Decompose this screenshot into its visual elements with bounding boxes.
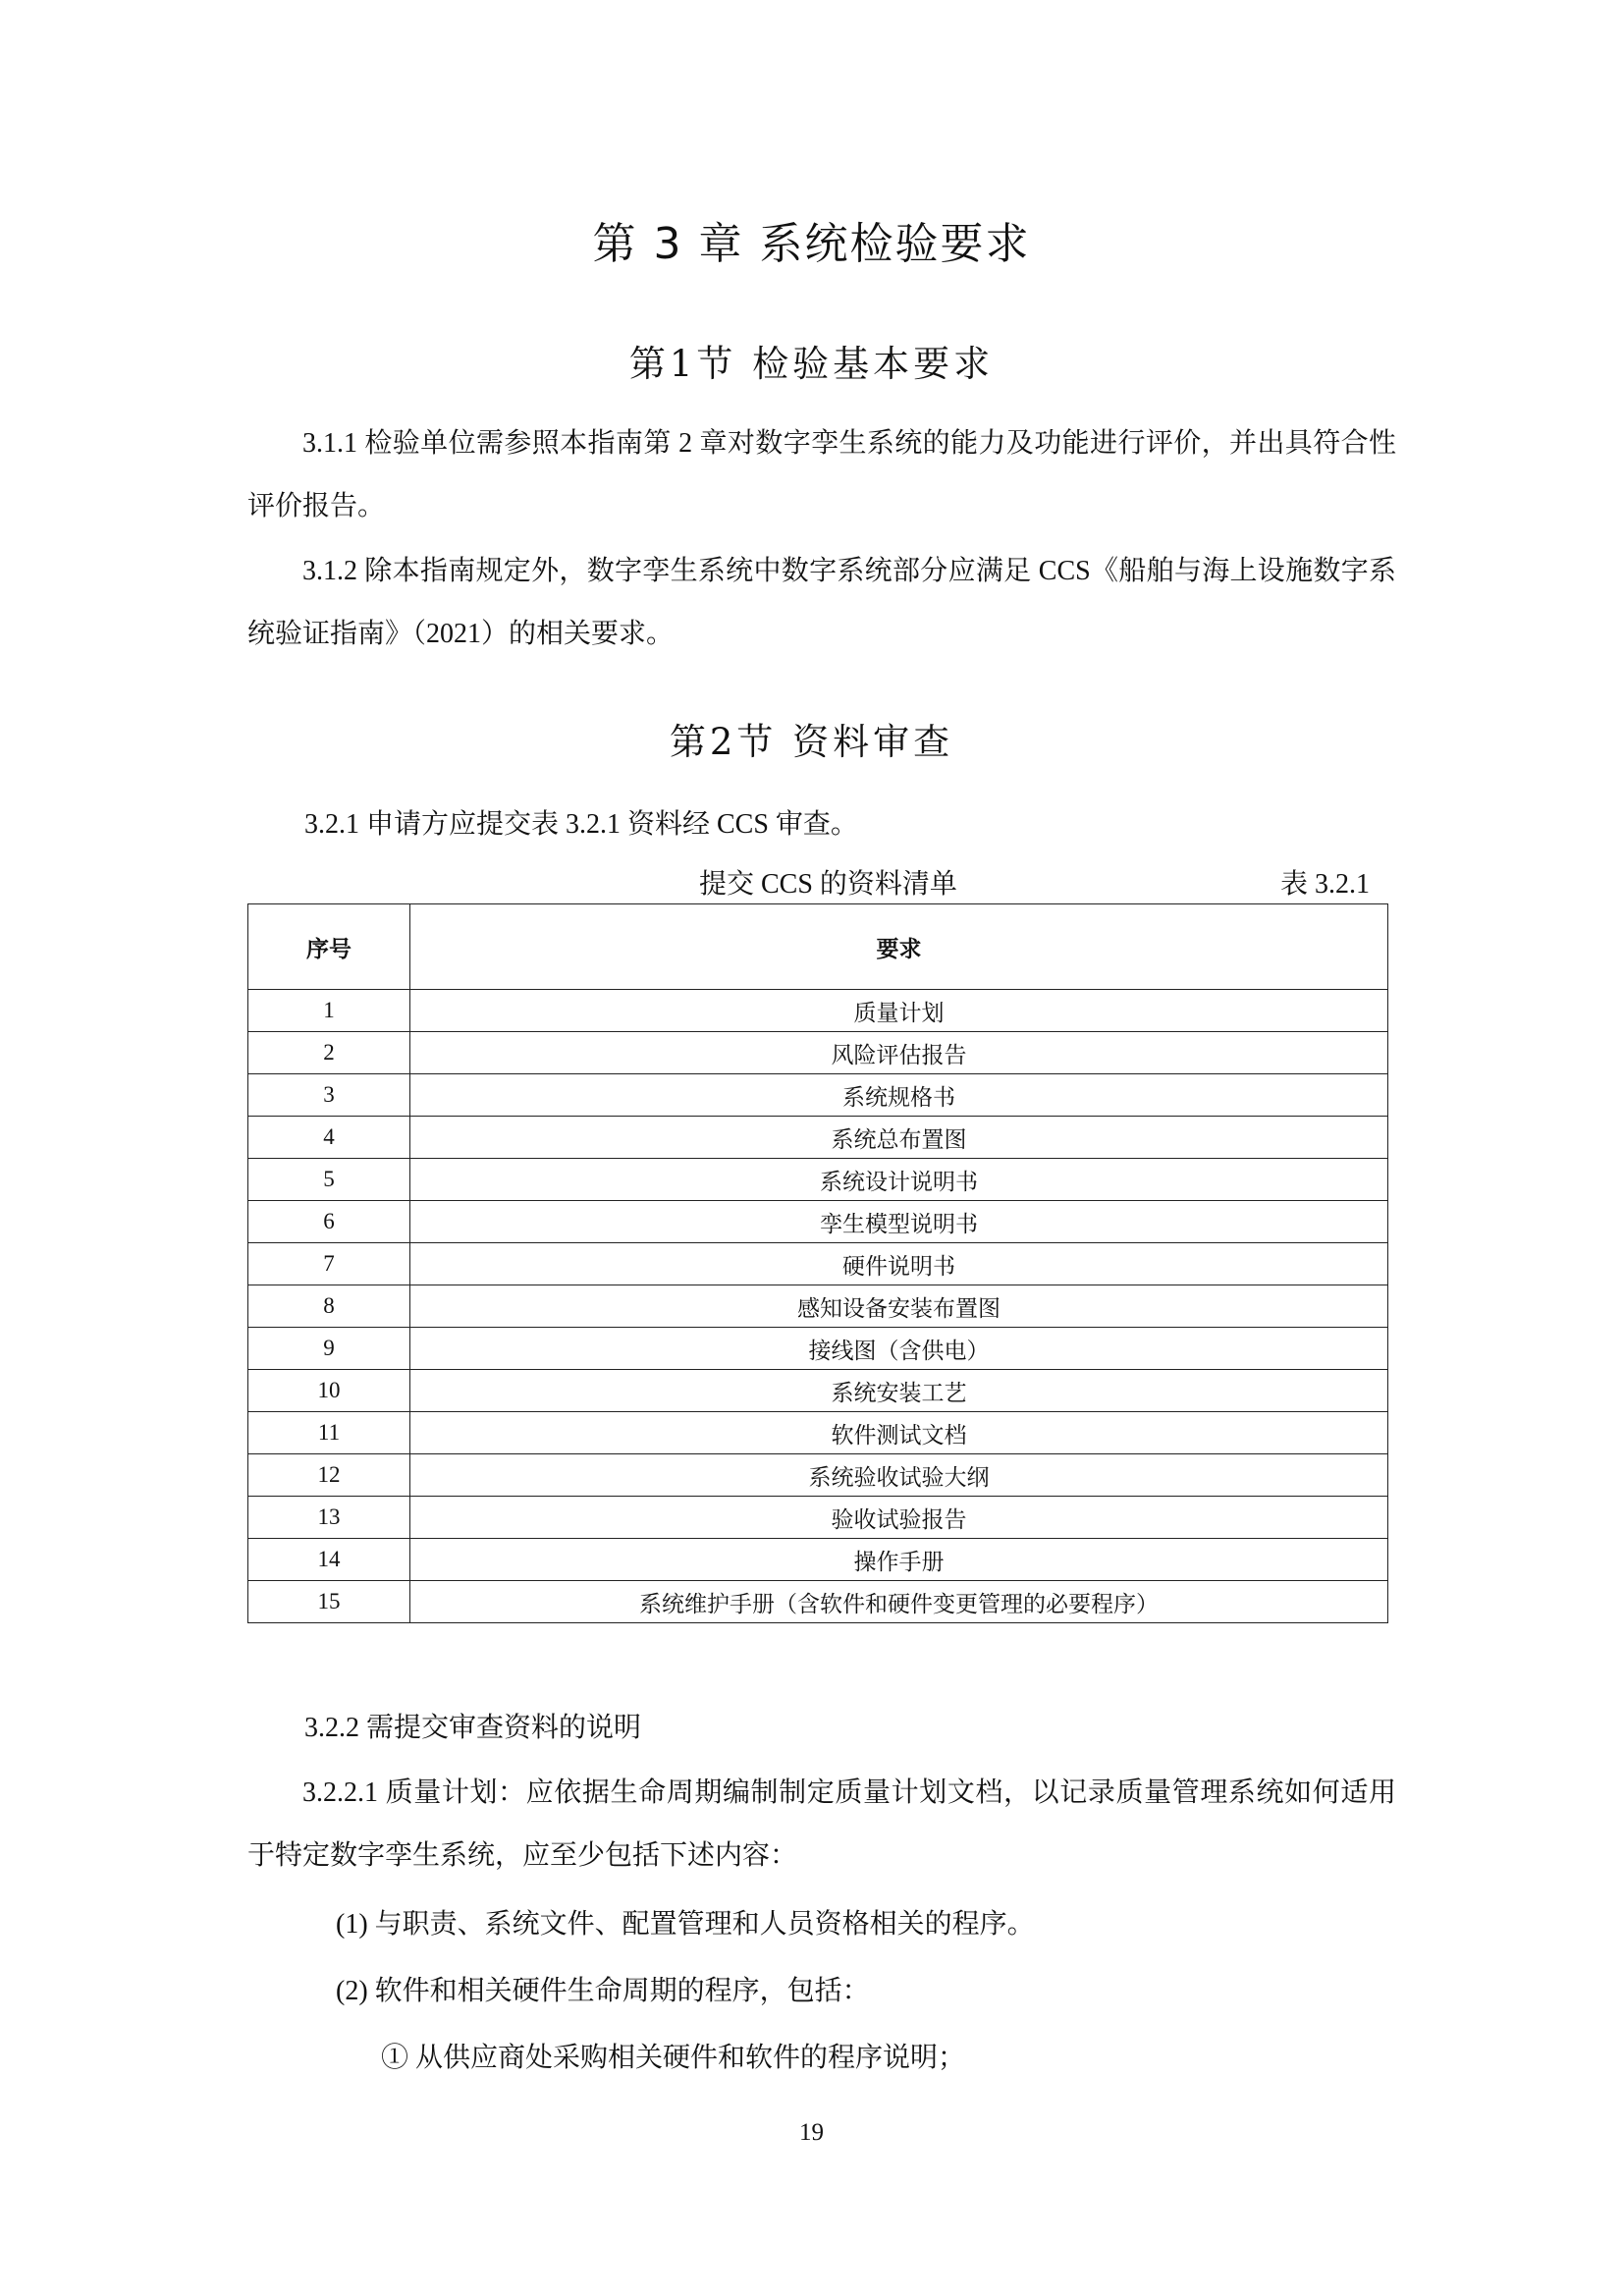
row-requirement: 验收试验报告	[410, 1497, 1388, 1539]
table-caption: 提交 CCS 的资料清单	[699, 869, 957, 900]
row-requirement: 软件测试文档	[410, 1412, 1388, 1454]
row-number: 15	[248, 1581, 410, 1623]
row-number: 12	[248, 1454, 410, 1497]
sub-list-item-1: ① 从供应商处采购相关硬件和软件的程序说明；	[381, 2043, 966, 2073]
row-requirement: 系统设计说明书	[410, 1159, 1388, 1201]
paragraph-3-2-2: 3.2.2 需提交审查资料的说明	[304, 1713, 642, 1743]
row-number: 7	[248, 1243, 410, 1285]
table-row	[248, 990, 1388, 1032]
table-row	[248, 1201, 1388, 1243]
table-row	[248, 1412, 1388, 1454]
paragraph-3-2-2-1: 3.2.2.1 质量计划：应依据生命周期编制制定质量计划文档，以记录质量管理系统如何适用于特定数字孪生系统，应至少包括下述内容：	[247, 1777, 1396, 1871]
table-row	[248, 1328, 1388, 1370]
row-requirement: 孪生模型说明书	[410, 1201, 1388, 1243]
row-number: 3	[248, 1074, 410, 1117]
row-number: 11	[248, 1412, 410, 1454]
row-requirement: 系统规格书	[410, 1074, 1388, 1117]
section-2-title: 第2节 资料审查	[669, 721, 954, 763]
table-row	[248, 1243, 1388, 1285]
chapter-title: 第 3 章 系统检验要求	[592, 219, 1031, 269]
list-item-2: (2) 软件和相关硬件生命周期的程序，包括：	[336, 1976, 870, 2006]
header-requirement: 要求	[410, 904, 1388, 990]
row-number: 6	[248, 1201, 410, 1243]
row-number: 8	[248, 1285, 410, 1328]
table-row	[248, 1497, 1388, 1539]
row-requirement: 操作手册	[410, 1539, 1388, 1581]
paragraph-3-1-2: 3.1.2 除本指南规定外，数字孪生系统中数字系统部分应满足 CCS《船舶与海上设施数字系统验证指南》（2021）的相关要求。	[247, 556, 1396, 649]
row-number: 5	[248, 1159, 410, 1201]
section-1-title: 第1节 检验基本要求	[628, 343, 995, 385]
table-row	[248, 1117, 1388, 1159]
table-row	[248, 1370, 1388, 1412]
row-number: 9	[248, 1328, 410, 1370]
row-number: 2	[248, 1032, 410, 1074]
row-requirement: 质量计划	[410, 990, 1388, 1032]
table-row	[248, 1159, 1388, 1201]
row-requirement: 系统维护手册（含软件和硬件变更管理的必要程序）	[410, 1581, 1388, 1623]
row-requirement: 接线图（含供电）	[410, 1328, 1388, 1370]
table-row	[248, 1454, 1388, 1497]
row-requirement: 系统安装工艺	[410, 1370, 1388, 1412]
row-number: 14	[248, 1539, 410, 1581]
table-number: 表 3.2.1	[1280, 869, 1371, 900]
paragraph-3-2-1: 3.2.1 申请方应提交表 3.2.1 资料经 CCS 审查。	[304, 809, 858, 840]
row-requirement: 系统总布置图	[410, 1117, 1388, 1159]
table-row	[248, 1285, 1388, 1328]
row-requirement: 硬件说明书	[410, 1243, 1388, 1285]
table-header-row	[248, 904, 1388, 990]
header-number: 序号	[248, 904, 410, 990]
row-requirement: 风险评估报告	[410, 1032, 1388, 1074]
row-number: 13	[248, 1497, 410, 1539]
row-number: 1	[248, 990, 410, 1032]
table-row	[248, 1074, 1388, 1117]
table-row	[248, 1032, 1388, 1074]
row-number: 10	[248, 1370, 410, 1412]
page-number: 19	[799, 2119, 824, 2146]
row-number: 4	[248, 1117, 410, 1159]
table-row	[248, 1539, 1388, 1581]
table-row	[248, 1581, 1388, 1623]
materials-table	[247, 903, 1388, 1623]
paragraph-3-1-1: 3.1.1 检验单位需参照本指南第 2 章对数字孪生系统的能力及功能进行评价，并出具符合性评价报告。	[247, 428, 1396, 521]
list-item-1: (1) 与职责、系统文件、配置管理和人员资格相关的程序。	[336, 1909, 1035, 1940]
row-requirement: 感知设备安装布置图	[410, 1285, 1388, 1328]
row-requirement: 系统验收试验大纲	[410, 1454, 1388, 1497]
